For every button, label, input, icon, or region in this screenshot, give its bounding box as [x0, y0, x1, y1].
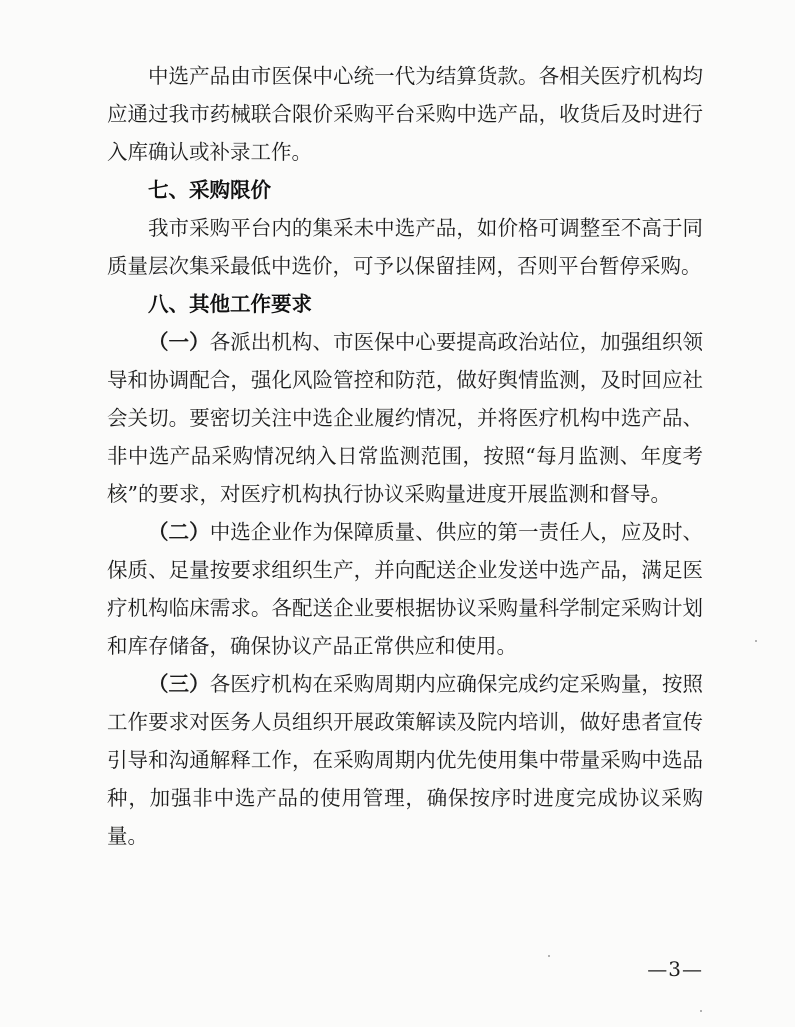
paragraph-requirement-2: [107, 513, 703, 665]
item-text-3: 各医疗机构在采购周期内应确保完成约定采购量，按照工作要求对医务人员组织开展政策解读及院内培训，做好患者宣传引导和沟通解释工作，在采购周期内优先使用集中带量采购中选品种，加强非中选产品的使用管理，确保按序时进度完成协议采购量。: [107, 672, 704, 848]
item-number-1: （一）: [148, 330, 210, 354]
item-number-3: （三）: [148, 672, 210, 696]
page-number: —3—: [647, 957, 703, 981]
item-text-1: 各派出机构、市医保中心要提高政治站位，加强组织领导和协调配合，强化风险管控和防范，做好舆情监测，及时回应社会关切。要密切关注中选企业履约情况，并将医疗机构中选产品、非中选产品采购情况纳入日常监测范围，按照“每月监测、年度考核”的要求，对医疗机构执行协议采购量进度开展监测和督导。: [107, 330, 704, 506]
paragraph-price-limit: 我市采购平台内的集采未中选产品，如价格可调整至不高于同质量层次集采最低中选价，可予以保留挂网，否则平台暂停采购。: [107, 216, 703, 278]
item-text-2: 中选企业作为保障质量、供应的第一责任人，应及时、保质、足量按要求组织生产，并向配送企业发送中选产品，满足医疗机构临床需求。各配送企业要根据协议采购量科学制定采购计划和库存储备，确保协议产品正常供应和使用。: [107, 520, 704, 658]
scan-speck: [548, 955, 550, 957]
section-heading-purchase-price-limit: 七、采购限价: [148, 178, 271, 202]
scan-speck: [700, 1010, 702, 1012]
paragraph-settlement: 中选产品由市医保中心统一代为结算货款。各相关医疗机构均应通过我市药械联合限价采购平台采购中选产品，收货后及时进行入库确认或补录工作。: [107, 64, 703, 164]
section-heading-other-requirements: 八、其他工作要求: [148, 292, 312, 316]
paragraph-requirement-1: [107, 323, 703, 513]
item-number-2: （二）: [148, 520, 210, 544]
paragraph-requirement-3: [107, 665, 703, 855]
document-body: [107, 57, 703, 855]
scan-speck: [755, 640, 757, 642]
